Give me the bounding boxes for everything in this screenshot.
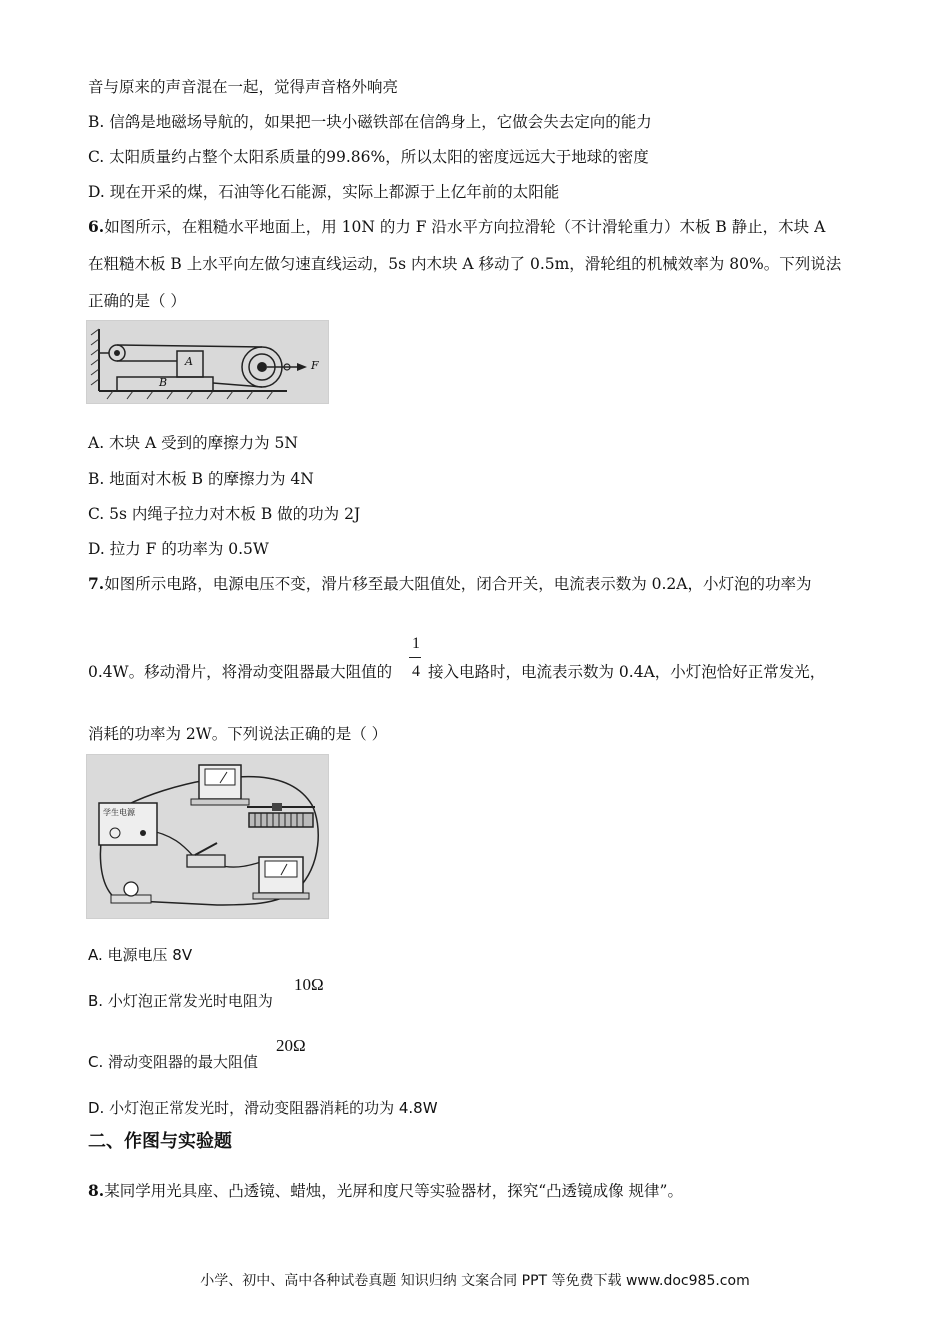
- circuit-figure: [86, 754, 329, 919]
- section-heading: 二、作图与实验题: [88, 1131, 232, 1152]
- circuit-diagram: [87, 755, 328, 918]
- q6-option-a: A. 木块 A 受到的摩擦力为 5N: [88, 434, 298, 452]
- q7-option-c: C. 滑动变阻器的最大阻值: [88, 1053, 259, 1071]
- page-footer: 小学、初中、高中各种试卷真题 知识归纳 文案合同 PPT 等免费下载 www.doc985.com: [200, 1273, 750, 1289]
- block-a-label: A: [185, 355, 193, 368]
- fraction-numerator: 1: [412, 635, 420, 652]
- fraction-bar: [409, 657, 421, 658]
- text-line: 音与原来的声音混在一起，觉得声音格外响亮: [88, 78, 399, 96]
- question-number: 6.: [88, 217, 105, 236]
- question-6-line-1: [88, 216, 825, 238]
- q7-option-b: B. 小灯泡正常发光时电阻为: [88, 992, 273, 1010]
- question-text: 某同学用光具座、凸透镜、蜡烛，光屏和度尺等实验器材，探究“凸透镜成像 规律”。: [104, 1182, 683, 1200]
- question-text: 如图所示电路，电源电压不变，滑片移至最大阻值处，闭合开关，电流表示数为 0.2A，小灯泡的功率为: [104, 575, 812, 593]
- force-f-label: F: [311, 359, 319, 372]
- option-b: B. 信鸽是地磁场导航的，如果把一块小磁铁部在信鸽身上，它做会失去定向的能力: [88, 113, 652, 131]
- question-number: 7.: [88, 574, 105, 593]
- q7-option-d: D. 小灯泡正常发光时，滑动变阻器消耗的功为 4.8W: [88, 1099, 438, 1117]
- question-7-line-2a: 0.4W。移动滑片，将滑动变阻器最大阻值的: [88, 663, 393, 681]
- q7-option-a: A. 电源电压 8V: [88, 946, 193, 964]
- question-8-line-1: [88, 1180, 683, 1202]
- question-7-line-1: [88, 573, 811, 595]
- q6-option-d: D. 拉力 F 的功率为 0.5W: [88, 540, 269, 558]
- option-d: D. 现在开采的煤，石油等化石能源，实际上都源于上亿年前的太阳能: [88, 183, 560, 201]
- question-text: 如图所示，在粗糙水平地面上，用 10N 的力 F 沿水平方向拉滑轮（不计滑轮重力）木板 B 静止，木块 A: [104, 218, 826, 236]
- q6-option-c: C. 5s 内绳子拉力对木板 B 做的功为 2J: [88, 505, 361, 523]
- pulley-diagram: [87, 321, 328, 403]
- option-c: C. 太阳质量约占整个太阳系质量的99.86%，所以太阳的密度远远大于地球的密度: [88, 148, 649, 166]
- question-6-line-2: 在粗糙木板 B 上水平向左做匀速直线运动，5s 内木块 A 移动了 0.5m，滑轮组的机械效率为 80%。下列说法: [88, 255, 842, 273]
- board-b-label: B: [159, 376, 168, 389]
- q6-option-b: B. 地面对木板 B 的摩擦力为 4N: [88, 470, 314, 488]
- fraction-denominator: 4: [412, 663, 420, 680]
- question-7-line-2b: 接入电路时，电流表示数为 0.4A，小灯泡恰好正常发光，: [428, 663, 826, 681]
- q7-option-c-value: 20Ω: [276, 1036, 306, 1055]
- q7-option-b-value: 10Ω: [294, 975, 324, 994]
- pulley-figure: [86, 320, 329, 404]
- question-number: 8.: [88, 1181, 105, 1200]
- question-6-line-3: 正确的是（ ）: [88, 292, 186, 310]
- power-supply-label: 学生电源: [103, 808, 135, 817]
- question-7-line-3: 消耗的功率为 2W。下列说法正确的是（ ）: [88, 725, 388, 743]
